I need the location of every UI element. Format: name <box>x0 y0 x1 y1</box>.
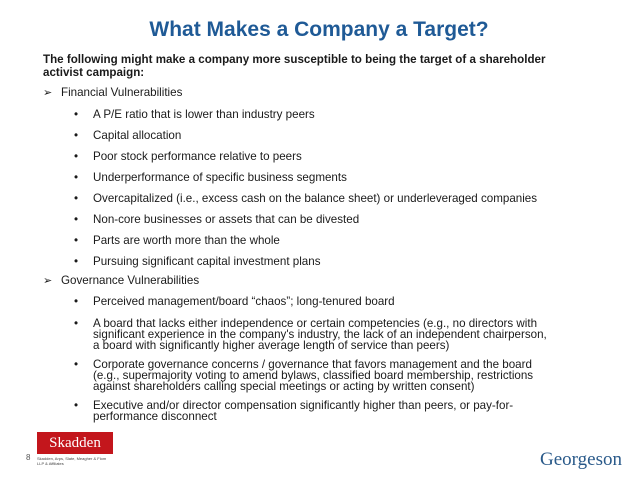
list-item-text: Underperformance of specific business segments <box>93 171 347 184</box>
list-item <box>74 193 554 204</box>
arrow-bullet-icon: ➢ <box>43 275 53 287</box>
bullet-icon: • <box>74 192 79 205</box>
skadden-logo-subtitle: Skadden, Arps, Slate, Meagher & Flom LLP & Affiliates <box>37 456 107 466</box>
bullet-icon: • <box>74 234 79 247</box>
bullet-icon: • <box>74 108 79 121</box>
list-item <box>74 109 554 120</box>
list-item-text: Poor stock performance relative to peers <box>93 150 302 163</box>
bullet-icon: • <box>74 399 79 412</box>
section-heading: Governance Vulnerabilities <box>61 274 200 287</box>
list-item <box>74 318 554 351</box>
page-number: 8 <box>26 453 31 462</box>
bullet-icon: • <box>74 171 79 184</box>
list-item <box>74 235 554 246</box>
section-heading: Financial Vulnerabilities <box>61 86 183 99</box>
bullet-icon: • <box>74 213 79 226</box>
georgeson-logo: Georgeson <box>540 449 622 470</box>
list-item-text: A board that lacks either independence or certain competencies (e.g., no directors with significant experience in the company's industry, the lack of an independent chairperson, a board with significantly higher average length of service than peers) <box>93 317 547 352</box>
list-item-text: Executive and/or director compensation significantly higher than peers, or pay-for-performance disconnect <box>93 399 514 423</box>
list-item-text: Perceived management/board “chaos”; long-tenured board <box>93 295 395 308</box>
section-financial-vulnerabilities <box>43 86 182 100</box>
skadden-logo-wordmark: Skadden <box>37 432 113 454</box>
bullet-icon: • <box>74 317 79 330</box>
list-item <box>74 400 554 422</box>
list-item-text: Pursuing significant capital investment plans <box>93 255 321 268</box>
list-item <box>74 130 554 141</box>
intro-text: The following might make a company more susceptible to being the target of a shareholder activist campaign: <box>43 53 546 79</box>
list-item-text: Capital allocation <box>93 129 182 142</box>
list-item-text: Overcapitalized (i.e., excess cash on the balance sheet) or underleveraged companies <box>93 192 538 205</box>
bullet-icon: • <box>74 129 79 142</box>
section-governance-vulnerabilities <box>43 274 199 288</box>
list-item-text: Corporate governance concerns / governance that favors management and the board (e.g., supermajority voting to amend bylaws, classified board membership, restrictions against shareholders calling special meetings or acting by written consent) <box>93 358 534 393</box>
page-title: What Makes a Company a Target? <box>149 18 489 41</box>
skadden-logo <box>37 432 113 466</box>
arrow-bullet-icon: ➢ <box>43 87 53 99</box>
bullet-icon: • <box>74 295 79 308</box>
list-item <box>74 359 554 392</box>
list-item-text: A P/E ratio that is lower than industry peers <box>93 108 315 121</box>
bullet-icon: • <box>74 255 79 268</box>
bullet-icon: • <box>74 358 79 371</box>
list-item <box>74 172 554 183</box>
bullet-icon: • <box>74 150 79 163</box>
list-item <box>74 296 554 307</box>
list-item-text: Non-core businesses or assets that can be divested <box>93 213 360 226</box>
list-item-text: Parts are worth more than the whole <box>93 234 280 247</box>
list-item <box>74 256 554 267</box>
list-item <box>74 214 554 225</box>
list-item <box>74 151 554 162</box>
